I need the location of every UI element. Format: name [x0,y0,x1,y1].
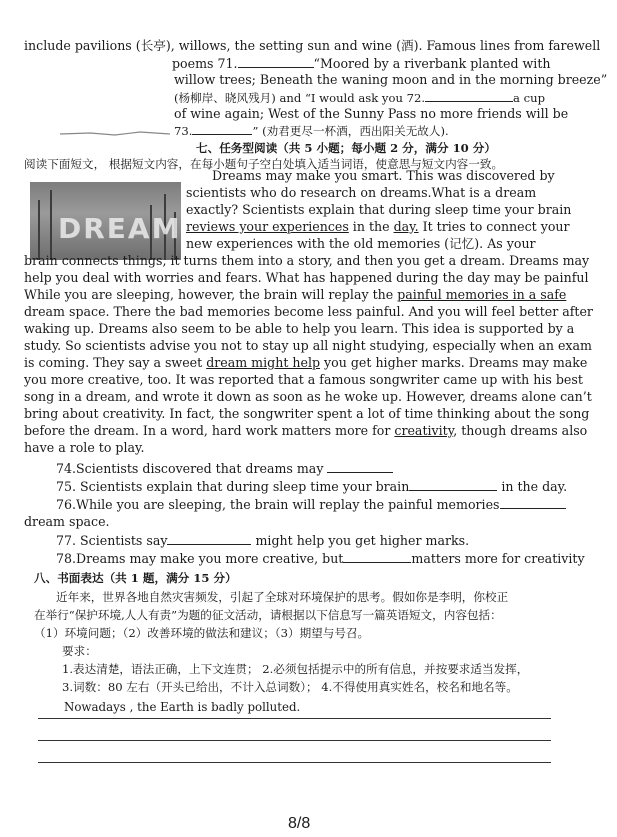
scan-mark [60,130,170,138]
passage-line [24,355,587,371]
passage-text: you get higher marks. Dreams may make [320,355,588,370]
answer-blank-77[interactable] [167,532,251,545]
passage-text: in the [348,219,394,234]
passage-line: new experiences with the old memories (记忆). As your [186,236,536,251]
passage-text: before the dream. In a word, hard work matters more for [24,423,395,438]
top-line-4b: a cup [513,91,546,105]
top-line-6 [174,122,449,139]
passage-text: While you are sleeping, however, the brain will replay the [24,287,398,302]
passage-line: study. So scientists advise you not to stay up all night studying, especially when an exam [24,338,592,353]
blank-73[interactable] [192,122,252,135]
passage-line: dream space. There the bad memories become less painful. And you will feel better after [24,304,593,319]
passage-line: Dreams may make you smart. This was discovered by [212,168,555,183]
section-8-line: 在举行“保护环境,人人有责”为题的征文活动，请根据以下信息写一篇英语短文，内容包括： [34,608,502,622]
answer-blank-75[interactable] [409,478,497,491]
question-text: 78.Dreams may make you more creative, but [56,551,344,566]
essay-opening: Nowadays , the Earth is badly polluted. [64,700,301,714]
passage-line [24,287,566,303]
passage-text: It tries to connect your [418,219,570,234]
passage-text: , though dreams also [453,423,588,438]
blank-72[interactable] [425,89,513,102]
top-line-2a: poems 71. [172,56,238,71]
section-8-heading: 八、书面表达（共 1 题，满分 15 分） [34,571,237,585]
top-line-4 [174,89,545,106]
question-text: in the day. [501,479,568,494]
requirements-label: 要求： [62,644,97,658]
writing-line[interactable] [38,718,551,719]
passage-line [186,219,570,235]
passage-text: is coming. They say a sweet [24,355,207,370]
top-line-6a: 73. [174,124,193,138]
top-line-5: of wine again; West of the Sunny Pass no more friends will be [174,106,569,121]
question-text: 77. Scientists say [56,533,168,548]
underlined-phrase: day. [393,219,419,234]
passage-line: brain connects things, it turns them into a story, and then you get a dream. Dreams may [24,253,590,268]
passage-line: bring about creativity. In fact, the songwriter spent a lot of time thinking about the song [24,406,590,421]
underlined-phrase: painful memories in a safe [397,287,567,302]
section-7-heading: 七、任务型阅读（共 5 小题；每小题 2 分，满分 10 分） [196,141,496,155]
page-number: 8/8 [288,815,311,832]
passage-line: song in a dream, and wrote it down as soon as he woke up. However, dreams alone can’t [24,389,592,404]
question-text: 76.While you are sleeping, the brain will replay the painful memories [56,497,500,512]
passage-line: scientists who do research on dreams.What is a dream [186,185,537,200]
requirement-line: 1.表达清楚，语法正确，上下文连贯； 2.必须包括提示中的所有信息，并按要求适当发挥， [62,662,529,676]
top-line-2b: “Moored by a riverbank planted with [313,56,551,71]
blank-71[interactable] [238,55,314,68]
top-line-3: willow trees; Beneath the waning moon and in the morning breeze” [174,72,608,87]
question-78 [56,550,585,567]
answer-blank-76[interactable] [500,496,566,509]
question-75 [56,478,567,495]
dream-picture [30,182,181,260]
top-line-1: include pavilions (长亭), willows, the setting sun and wine (酒). Famous lines from farewell [24,38,601,53]
section-8-line: （1）环境问题；（2）改善环境的做法和建议；（3）期望与号召。 [34,626,370,640]
passage-line: have a role to play. [24,440,145,455]
passage-line: help you deal with worries and fears. What has happened during the day may be painful [24,270,589,285]
passage-line [24,423,587,439]
question-76-cont: dream space. [24,514,110,529]
underlined-phrase: reviews your experiences [186,219,349,234]
underlined-phrase: creativity [394,423,454,438]
question-76 [56,496,566,513]
underlined-phrase: dream might help [206,355,321,370]
answer-blank-74[interactable] [327,460,393,473]
passage-line: waking up. Dreams also seem to be able to help you learn. This idea is supported by a [24,321,575,336]
dream-word-art: DREAM [58,212,181,245]
writing-line[interactable] [38,740,551,741]
question-text: 74.Scientists discovered that dreams may [56,461,324,476]
tree-trunk [38,200,40,260]
tree-trunk [50,190,52,260]
question-74 [56,460,393,477]
top-line-2 [172,55,551,72]
top-line-6b: ” (劝君更尽一杯酒，西出阳关无故人). [252,124,449,138]
passage-line: exactly? Scientists explain that during sleep time your brain [186,202,572,217]
section-8-line: 近年来，世界各地自然灾害频发，引起了全球对环境保护的思考。假如你是李明，你校正 [56,590,509,604]
question-text: 75. Scientists explain that during sleep time your brain [56,479,410,494]
question-text: might help you get higher marks. [255,533,470,548]
writing-line[interactable] [38,762,551,763]
top-line-4a: (杨柳岸、晓风残月) and “I would ask you 72. [174,91,426,105]
passage-line: you more creative, too. It was reported that a famous songwriter came up with his best [24,372,583,387]
question-text: matters more for creativity [411,551,585,566]
requirement-line: 3.词数：80 左右（开头已给出，不计入总词数）； 4.不得使用真实姓名，校名和地名等。 [62,680,518,694]
question-77 [56,532,469,549]
answer-blank-78[interactable] [343,550,411,563]
section-7-instruction: 阅读下面短文， 根据短文内容，在每小题句子空白处填入适当词语，使意思与短文内容一致。 [24,157,504,171]
